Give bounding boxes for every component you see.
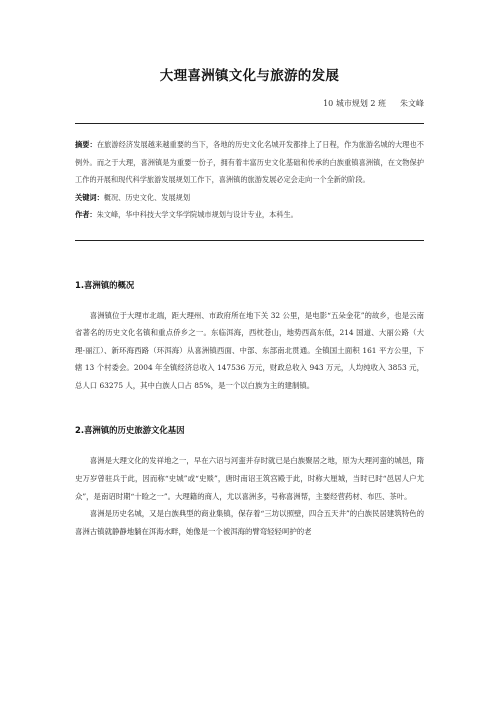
- author-label: 作者：: [75, 210, 97, 219]
- author-text: 朱文峰，华中科技大学文华学院城市规划与设计专业，本科生。: [96, 210, 298, 219]
- section-paragraph: 喜洲是历史名城，又是白族典型的商业集镇，保存着“三坊以照壁，四合五天井”的白族民居建筑特色的喜洲古镇就静静地躺在洱海水畔，她像是一个被洱海的臂弯轻轻呵护的老: [75, 509, 424, 536]
- section-paragraph: 喜洲镇位于大理市北端，距大理州、市政府所在地下关 32 公里，是电影“五朵金花”的故乡，也是云南省著名的历史文化名镇和重点侨乡之一。东临洱海，西枕苍山，地势西高东低，214 国道、大丽公路（大理-丽江）、新环海西路（环洱海）从喜洲镇西面、中部、东部南北贯通。全镇国土面积 161 平方公里，下辖 13 个村委会。2004 年全镇经济总收入 147536 万元，财政总收入 943 万元，人均纯收入 3853 元，总人口 63275 人，其中白族人口占 85%，是一个以白族为主的建制镇。: [75, 310, 424, 390]
- abstract-block: [75, 136, 424, 189]
- section-paragraph: 喜洲是大理文化的发祥地之一，早在六诏与河蛮并存时就已是白族聚居之地，原为大理河蛮的城邑，隋史万岁曾驻兵于此，因而称“史城”或“史赕”，唐时南诏王筑宫殿于此，时称大厘城，当时已时“邑居人户尤众”，是南诏时期“十睑之一”。大理籍的商人，尤以喜洲多，号称喜洲帮，主要经营药材、布匹、茶叶。: [75, 456, 424, 501]
- section-heading-history: 2.喜洲镇的历史旅游文化基因: [75, 425, 185, 436]
- byline-class: 10 城市规划 2 班: [323, 99, 386, 108]
- keywords-text: 概况、历史文化、发展规划: [103, 192, 191, 202]
- byline-author: 朱文峰: [400, 99, 424, 108]
- keywords-label: 关键词：: [75, 192, 104, 202]
- abstract-text: 在旅游经济发展越来越重要的当下，各地的历史文化名城开发都排上了日程，作为旅游名城的大理也不例外。而之于大理，喜洲镇是为重要一份子，拥有着丰富历史文化基础和传承的白族重镇喜洲镇，在文物保护工作的开展和现代科学旅游发展规划工作下，喜洲镇的旅游发展必定会走向一个全新的阶段。: [75, 140, 424, 184]
- author-line: [75, 206, 424, 224]
- abstract-rule: [75, 240, 424, 241]
- document-title: 大理喜洲镇文化与旅游的发展: [159, 68, 340, 84]
- abstract-label: 摘要：: [75, 140, 97, 149]
- byline: [75, 98, 424, 109]
- section-heading-overview: 1.喜洲镇的概况: [75, 279, 135, 290]
- header-rule: [75, 123, 424, 124]
- keywords-line: [75, 189, 424, 207]
